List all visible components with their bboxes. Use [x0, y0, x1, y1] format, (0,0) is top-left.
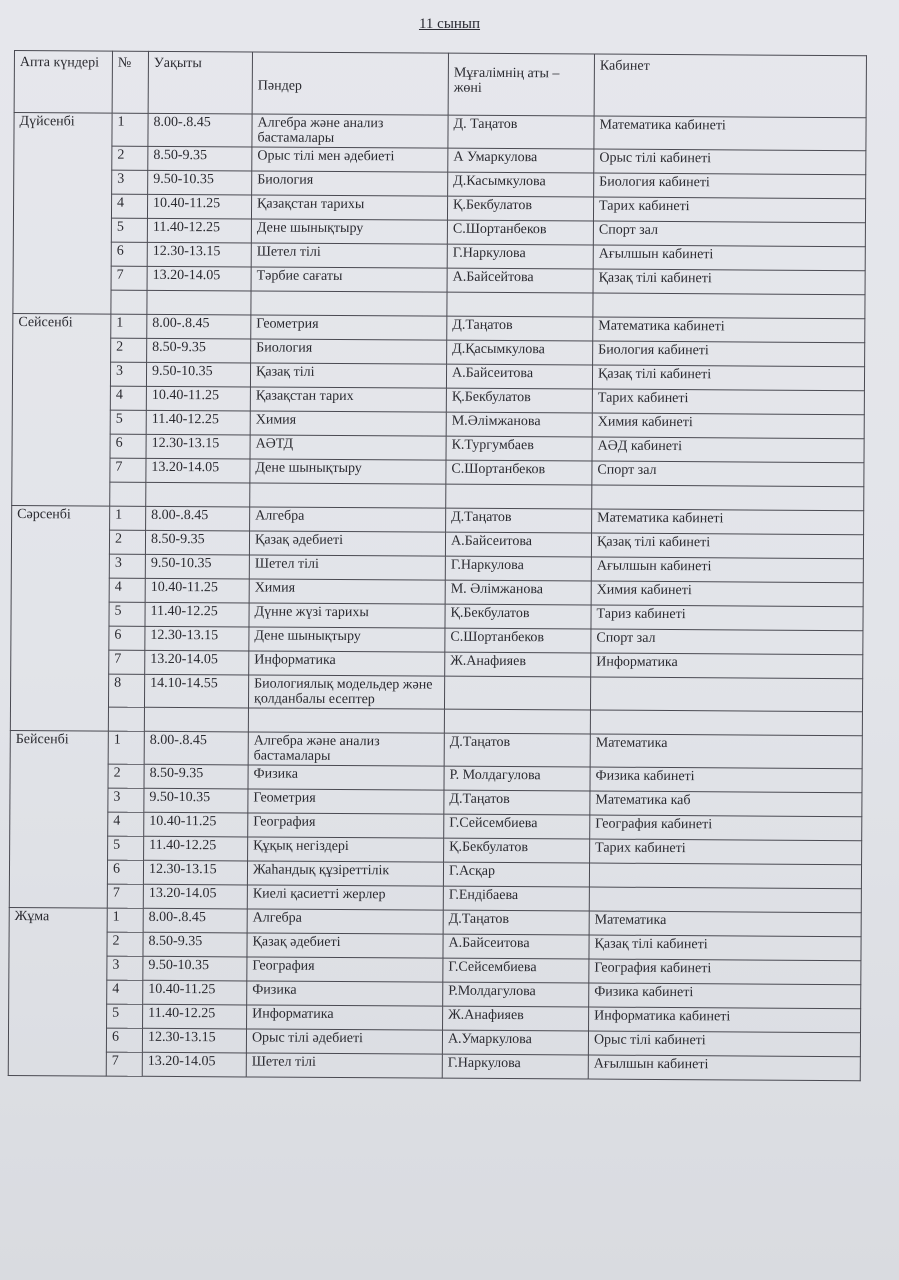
lesson-number: 7: [109, 650, 145, 674]
lesson-teacher: Г.Асқар: [443, 862, 589, 887]
lesson-teacher: Қ.Бекбулатов: [444, 838, 590, 863]
lesson-room: Биология кабинеті: [594, 173, 866, 199]
lesson-room: Математика: [590, 734, 862, 769]
lesson-room: Физика кабинеті: [590, 767, 862, 793]
lesson-number: 3: [109, 554, 145, 578]
lesson-number: 7: [107, 884, 143, 908]
lesson-room: Спорт зал: [592, 461, 864, 487]
lesson-teacher: А.Умаркулова: [442, 1030, 588, 1055]
lesson-number: 5: [108, 836, 144, 860]
lesson-number: 2: [107, 932, 143, 956]
lesson-subject: Орыс тілі әдебиеті: [246, 1029, 442, 1054]
lesson-subject: Дене шынықтыру: [249, 627, 445, 652]
lesson-teacher: М. Әлімжанова: [445, 580, 591, 605]
lesson-number: 6: [111, 242, 147, 266]
lesson-teacher: Г.Наркулова: [447, 244, 593, 269]
lesson-room: Тариз кабинеті: [591, 605, 863, 631]
table-header-row: [14, 51, 866, 118]
empty-cell: [447, 292, 593, 317]
lesson-subject: Алгебра және анализ бастамалары: [252, 114, 448, 148]
lesson-number: 1: [108, 731, 144, 764]
header-subject-label: Пәндер: [257, 78, 302, 94]
lesson-teacher: Қ.Бекбулатов: [446, 388, 592, 413]
table-row: [10, 730, 862, 768]
lesson-time: 13.20-14.05: [145, 650, 249, 675]
lesson-subject: Биология: [251, 339, 447, 364]
lesson-room: Тарих кабинеті: [593, 197, 865, 223]
empty-cell: [446, 484, 592, 509]
lesson-teacher: Ж.Анафияев: [445, 652, 591, 677]
header-time: Уақыты: [148, 51, 252, 114]
lesson-room: Спорт зал: [593, 221, 865, 247]
lesson-subject: Шетел тілі: [249, 555, 445, 580]
lesson-subject: Қазақ тілі: [250, 363, 446, 388]
lesson-teacher: Д.Касымкулова: [448, 172, 594, 197]
lesson-teacher: С.Шортанбеков: [447, 220, 593, 245]
lesson-room: Ағылшын кабинеті: [588, 1055, 860, 1081]
lesson-subject: Информатика: [247, 1005, 443, 1030]
lesson-number: 2: [109, 530, 145, 554]
lesson-time: 8.50-9.35: [144, 764, 248, 789]
day-name: Жұма: [8, 907, 107, 1076]
lesson-number: 6: [110, 434, 146, 458]
lesson-room: Информатика: [591, 653, 863, 679]
lesson-subject: Дүнне жүзі тарихы: [249, 603, 445, 628]
lesson-subject: География: [248, 813, 444, 838]
lesson-teacher: Д.Таңатов: [444, 790, 590, 815]
empty-cell: [108, 707, 144, 731]
header-teacher-label: Мұғалімнің аты – жөні: [453, 65, 560, 96]
lesson-number: 2: [108, 764, 144, 788]
lesson-room: Орыс тілі кабинеті: [594, 149, 866, 175]
lesson-subject: Алгебра: [247, 909, 443, 934]
lesson-number: 4: [110, 386, 146, 410]
lesson-time: 9.50-10.35: [143, 956, 247, 981]
lesson-number: 3: [108, 788, 144, 812]
table-row: [14, 113, 866, 151]
empty-cell: [590, 710, 862, 736]
empty-cell: [444, 709, 590, 734]
lesson-room: География кабинеті: [590, 815, 862, 841]
lesson-time: 10.40-11.25: [143, 980, 247, 1005]
lesson-time: 10.40-11.25: [146, 386, 250, 411]
lesson-time: 13.20-14.05: [146, 458, 250, 483]
lesson-subject: Шетел тілі: [246, 1053, 442, 1078]
lesson-time: 9.50-10.35: [146, 362, 250, 387]
lesson-number: 6: [107, 860, 143, 884]
empty-cell: [110, 482, 146, 506]
table-row: [10, 673, 862, 711]
lesson-subject: Орыс тілі мен әдебиеті: [252, 147, 448, 172]
empty-cell: [147, 290, 251, 315]
lesson-subject: Құқық негіздері: [248, 837, 444, 862]
lesson-subject: Химия: [250, 411, 446, 436]
lesson-teacher: [444, 676, 590, 710]
lesson-room: Спорт зал: [591, 629, 863, 655]
lesson-number: 6: [109, 626, 145, 650]
lesson-teacher: А.Байсеитова: [446, 364, 592, 389]
lesson-number: 7: [110, 458, 146, 482]
lesson-room: Информатика кабинеті: [589, 1007, 861, 1033]
lesson-time: 9.50-10.35: [145, 554, 249, 579]
day-name: Сәрсенбі: [10, 505, 109, 731]
lesson-teacher: Г.Наркулова: [445, 556, 591, 581]
lesson-room: Математика кабинеті: [592, 509, 864, 535]
lesson-number: 3: [107, 956, 143, 980]
lesson-time: 12.30-13.15: [143, 860, 247, 885]
lesson-time: 14.10-14.55: [144, 674, 248, 708]
lesson-room: Ағылшын кабинеті: [591, 557, 863, 583]
lesson-subject: Биологиялық модельдер және қолданбалы есептер: [248, 675, 444, 709]
lesson-teacher: А.Байсеитова: [445, 532, 591, 557]
lesson-subject: АӘТД: [250, 435, 446, 460]
lesson-number: 3: [112, 170, 148, 194]
header-number: №: [112, 51, 148, 113]
header-subject: [252, 52, 448, 115]
lesson-subject: Қазақстан тарихы: [251, 195, 447, 220]
lesson-room: Математика: [589, 911, 861, 937]
lesson-room: Қазақ тілі кабинеті: [591, 533, 863, 559]
lesson-teacher: Д. Таңатов: [448, 115, 594, 149]
header-room: Кабинет: [594, 54, 866, 118]
lesson-time: 10.40-11.25: [145, 578, 249, 603]
empty-cell: [593, 293, 865, 319]
lesson-teacher: А Умаркулова: [448, 148, 594, 173]
lesson-room: [590, 677, 862, 712]
lesson-subject: Қазақстан тарих: [250, 387, 446, 412]
lesson-subject: Қазақ әдебиеті: [249, 531, 445, 556]
lesson-teacher: С.Шортанбеков: [446, 460, 592, 485]
lesson-room: Ағылшын кабинеті: [593, 245, 865, 271]
lesson-teacher: Д.Таңатов: [444, 733, 590, 767]
lesson-number: 7: [106, 1052, 142, 1076]
lesson-room: [589, 887, 861, 913]
lesson-subject: Дене шынықтыру: [251, 219, 447, 244]
lesson-subject: Геометрия: [251, 315, 447, 340]
lesson-number: 7: [111, 266, 147, 290]
lesson-time: 11.40-12.25: [147, 218, 251, 243]
lesson-room: Математика каб: [590, 791, 862, 817]
lesson-teacher: Д.Таңатов: [447, 316, 593, 341]
header-day: Апта күндері: [14, 51, 112, 114]
lesson-time: 8.00-.8.45: [148, 113, 252, 147]
lesson-number: 5: [111, 218, 147, 242]
lesson-teacher: А.Байсейтова: [447, 268, 593, 293]
lesson-subject: Биология: [252, 171, 448, 196]
lesson-teacher: Г.Ендібаева: [443, 886, 589, 911]
lesson-subject: Алгебра және анализ бастамалары: [248, 732, 444, 766]
lesson-number: 5: [109, 602, 145, 626]
lesson-room: Қазақ тілі кабинеті: [592, 365, 864, 391]
lesson-time: 8.50-9.35: [147, 338, 251, 363]
schedule-table: [8, 50, 867, 1081]
lesson-subject: География: [247, 957, 443, 982]
lesson-room: Математика кабинеті: [593, 317, 865, 343]
header-teacher: [448, 53, 594, 116]
lesson-time: 11.40-12.25: [145, 602, 249, 627]
empty-cell: [111, 290, 147, 314]
lesson-teacher: Қ.Бекбулатов: [445, 604, 591, 629]
day-name: Бейсенбі: [9, 730, 108, 908]
lesson-room: Тарих кабинеті: [592, 389, 864, 415]
lesson-teacher: А.Байсеитова: [443, 934, 589, 959]
lesson-teacher: Д.Қасымкулова: [447, 340, 593, 365]
lesson-room: Тарих кабинеті: [590, 839, 862, 865]
schedule-body: [8, 113, 866, 1081]
lesson-time: 9.50-10.35: [144, 788, 248, 813]
lesson-number: 1: [107, 908, 143, 932]
lesson-time: 8.50-9.35: [145, 530, 249, 555]
lesson-room: Химия кабинеті: [592, 413, 864, 439]
lesson-teacher: Р.Молдагулова: [443, 982, 589, 1007]
lesson-number: 2: [112, 146, 148, 170]
lesson-time: 10.40-11.25: [147, 194, 251, 219]
lesson-teacher: Д.Таңатов: [443, 910, 589, 935]
lesson-number: 4: [107, 980, 143, 1004]
lesson-subject: Шетел тілі: [251, 243, 447, 268]
lesson-subject: Информатика: [249, 651, 445, 676]
lesson-time: 12.30-13.15: [146, 434, 250, 459]
lesson-number: 8: [108, 674, 144, 707]
empty-cell: [248, 708, 444, 733]
lesson-number: 5: [110, 410, 146, 434]
lesson-time: 10.40-11.25: [144, 812, 248, 837]
lesson-room: Қазақ тілі кабинеті: [589, 935, 861, 961]
day-name: Дүйсенбі: [13, 113, 112, 315]
empty-cell: [146, 482, 250, 507]
lesson-teacher: Ж.Анафияев: [443, 1006, 589, 1031]
lesson-time: 13.20-14.05: [143, 884, 247, 909]
lesson-subject: Физика: [247, 981, 443, 1006]
lesson-time: 8.00-.8.45: [147, 314, 251, 339]
lesson-number: 4: [109, 578, 145, 602]
empty-cell: [250, 483, 446, 508]
lesson-time: 8.00-.8.45: [144, 731, 248, 765]
lesson-time: 11.40-12.25: [144, 836, 248, 861]
lesson-number: 6: [106, 1028, 142, 1052]
lesson-time: 8.50-9.35: [148, 146, 252, 171]
lesson-teacher: С.Шортанбеков: [445, 628, 591, 653]
lesson-time: 8.50-9.35: [143, 932, 247, 957]
lesson-subject: Химия: [249, 579, 445, 604]
lesson-teacher: М.Әлімжанова: [446, 412, 592, 437]
lesson-time: 11.40-12.25: [143, 1004, 247, 1029]
lesson-room: Физика кабинеті: [589, 983, 861, 1009]
lesson-time: 8.00-.8.45: [146, 506, 250, 531]
lesson-time: 13.20-14.05: [147, 266, 251, 291]
document-title: 11 сынып: [418, 16, 481, 32]
lesson-number: 1: [110, 506, 146, 530]
lesson-number: 1: [112, 113, 148, 146]
lesson-teacher: Қ.Бекбулатов: [447, 196, 593, 221]
lesson-teacher: Г.Наркулова: [442, 1054, 588, 1079]
lesson-time: 12.30-13.15: [147, 242, 251, 267]
lesson-number: 1: [111, 314, 147, 338]
lesson-room: АӘД кабинеті: [592, 437, 864, 463]
lesson-teacher: К.Тургумбаев: [446, 436, 592, 461]
lesson-number: 4: [108, 812, 144, 836]
lesson-room: Орыс тілі кабинеті: [588, 1031, 860, 1057]
table-row: [8, 1051, 860, 1080]
lesson-room: География кабинеті: [589, 959, 861, 985]
lesson-time: 11.40-12.25: [146, 410, 250, 435]
lesson-subject: Дене шынықтыру: [250, 459, 446, 484]
empty-cell: [592, 485, 864, 511]
day-name: Сейсенбі: [12, 313, 111, 506]
lesson-number: 5: [107, 1004, 143, 1028]
lesson-room: Қазақ тілі кабинеті: [593, 269, 865, 295]
lesson-subject: Киелі қасиетті жерлер: [247, 885, 443, 910]
lesson-subject: Алгебра: [250, 507, 446, 532]
lesson-time: 12.30-13.15: [142, 1028, 246, 1053]
lesson-number: 4: [111, 194, 147, 218]
lesson-time: 8.00-.8.45: [143, 908, 247, 933]
lesson-teacher: Г.Сейсембиева: [444, 814, 590, 839]
lesson-time: 12.30-13.15: [145, 626, 249, 651]
lesson-room: Биология кабинеті: [593, 341, 865, 367]
lesson-room: Химия кабинеті: [591, 581, 863, 607]
lesson-subject: Тәрбие сағаты: [251, 267, 447, 292]
lesson-number: 3: [110, 362, 146, 386]
lesson-subject: Физика: [248, 765, 444, 790]
lesson-subject: Қазақ әдебиеті: [247, 933, 443, 958]
lesson-teacher: Г.Сейсембиева: [443, 958, 589, 983]
lesson-teacher: Д.Таңатов: [446, 508, 592, 533]
lesson-subject: Жаһандық құзіреттілік: [247, 861, 443, 886]
lesson-teacher: Р. Молдагулова: [444, 766, 590, 791]
lesson-room: [589, 863, 861, 889]
lesson-room: Математика кабинеті: [594, 116, 866, 151]
lesson-subject: Геометрия: [248, 789, 444, 814]
empty-cell: [251, 291, 447, 316]
lesson-number: 2: [111, 338, 147, 362]
empty-cell: [144, 707, 248, 732]
lesson-time: 13.20-14.05: [142, 1052, 246, 1077]
lesson-time: 9.50-10.35: [148, 170, 252, 195]
